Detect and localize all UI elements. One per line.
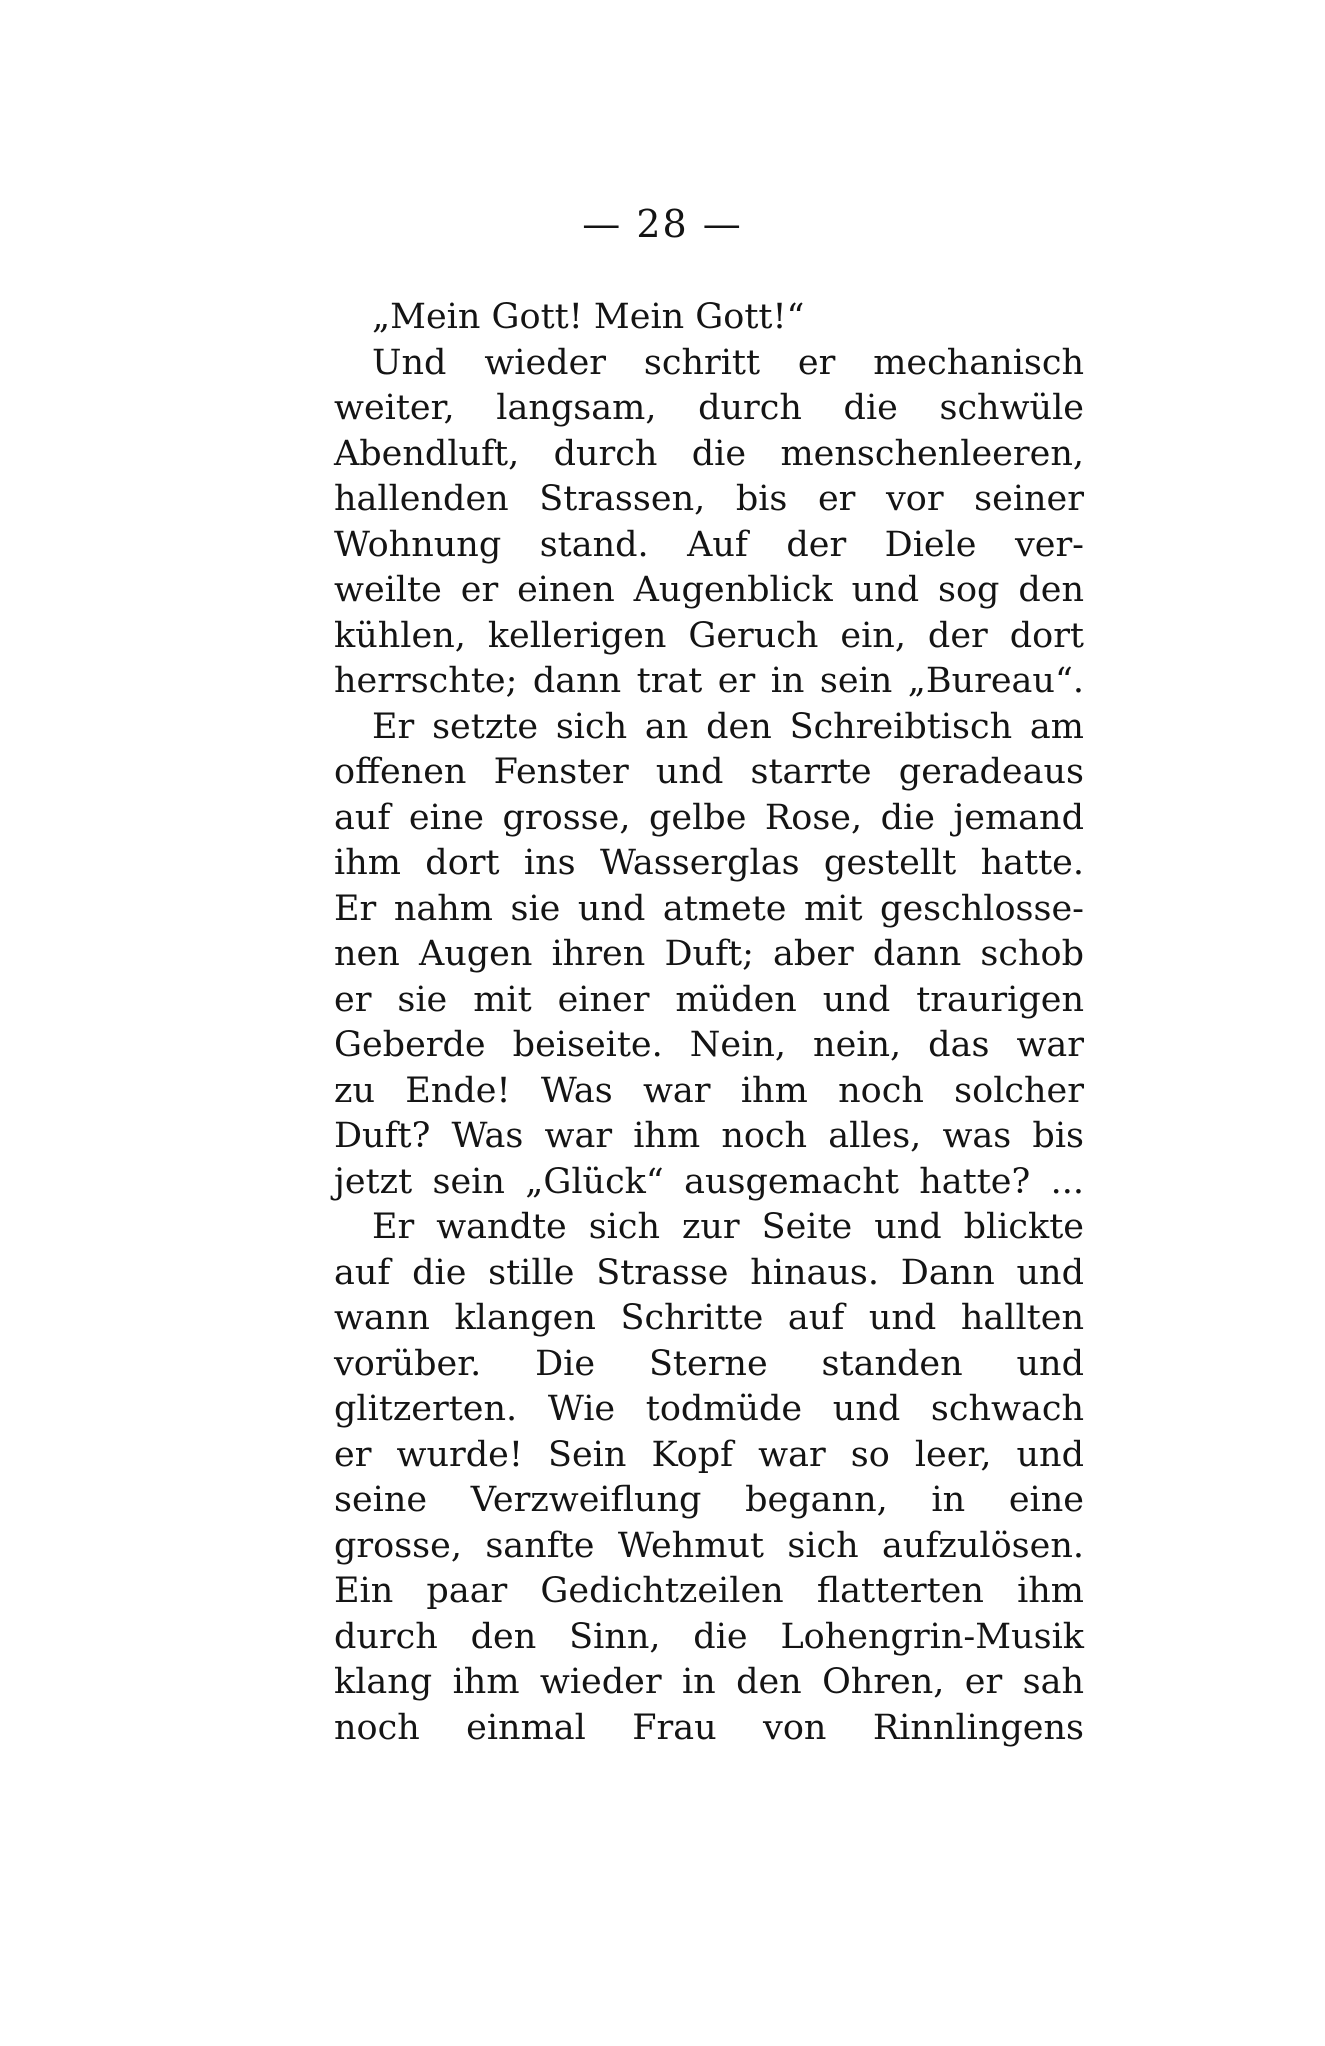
text-line: Er setzte sich an den Schreibtisch am xyxy=(372,706,1084,747)
text-line: Geberde beiseite. Nein, nein, das war xyxy=(334,1025,1084,1065)
text-line: zu Ende! Was war ihm noch solcher xyxy=(334,1070,1084,1111)
text-line: Duft? Was war ihm noch alles, was bis xyxy=(334,1116,1084,1156)
text-line: Er nahm sie und atmete mit geschlosse- xyxy=(334,888,1084,929)
text-line: „Mein Gott! Mein Gott!“ xyxy=(372,297,805,337)
text-line: Abendluft, durch die menschenleeren, xyxy=(334,433,1084,474)
page-number: — 28 — xyxy=(582,202,743,246)
text-line: Ein paar Gedichtzeilen flatterten ihm xyxy=(334,1571,1084,1611)
text-line: herrschte; dann trat er in sein „Bureau“. xyxy=(334,661,1084,701)
text-line: Wohnung stand. Auf der Diele ver- xyxy=(334,524,1084,565)
text-line: grosse, sanfte Wehmut sich aufzulösen. xyxy=(334,1525,1084,1566)
text-line: er wurde! Sein Kopf war so leer, und xyxy=(334,1434,1084,1475)
text-line: weilte er einen Augenblick und sog den xyxy=(334,570,1084,610)
text-line: jetzt sein „Glück“ ausgemacht hatte? ... xyxy=(334,1161,1084,1202)
text-line: auf die stille Strasse hinaus. Dann und xyxy=(334,1252,1084,1293)
text-line: durch den Sinn, die Lohengrin-Musik xyxy=(334,1616,1084,1657)
text-line: hallenden Strassen, bis er vor seiner xyxy=(334,479,1084,519)
text-line: offenen Fenster und starrte geradeaus xyxy=(334,752,1084,792)
text-line: nen Augen ihren Duft; aber dann schob xyxy=(334,934,1084,974)
text-line: noch einmal Frau von Rinnlingens xyxy=(334,1707,1084,1748)
text-line: weiter, langsam, durch die schwüle xyxy=(334,388,1084,428)
text-line: ihm dort ins Wasserglas gestellt hatte. xyxy=(334,843,1084,883)
text-line: auf eine grosse, gelbe Rose, die jemand xyxy=(334,797,1084,838)
body-text xyxy=(334,295,1084,1751)
text-line: kühlen, kellerigen Geruch ein, der dort xyxy=(334,615,1084,656)
text-line: er sie mit einer müden und traurigen xyxy=(334,979,1084,1020)
text-line: seine Verzweiflung begann, in eine xyxy=(334,1480,1084,1520)
text-line: Er wandte sich zur Seite und blickte xyxy=(372,1207,1084,1247)
text-line: Und wieder schritt er mechanisch xyxy=(372,342,1084,383)
text-line: wann klangen Schritte auf und hallten xyxy=(334,1298,1084,1338)
text-line: klang ihm wieder in den Ohren, er sah xyxy=(334,1662,1084,1702)
text-line: vorüber. Die Sterne standen und xyxy=(334,1343,1084,1384)
text-line: glitzerten. Wie todmüde und schwach xyxy=(334,1389,1084,1429)
